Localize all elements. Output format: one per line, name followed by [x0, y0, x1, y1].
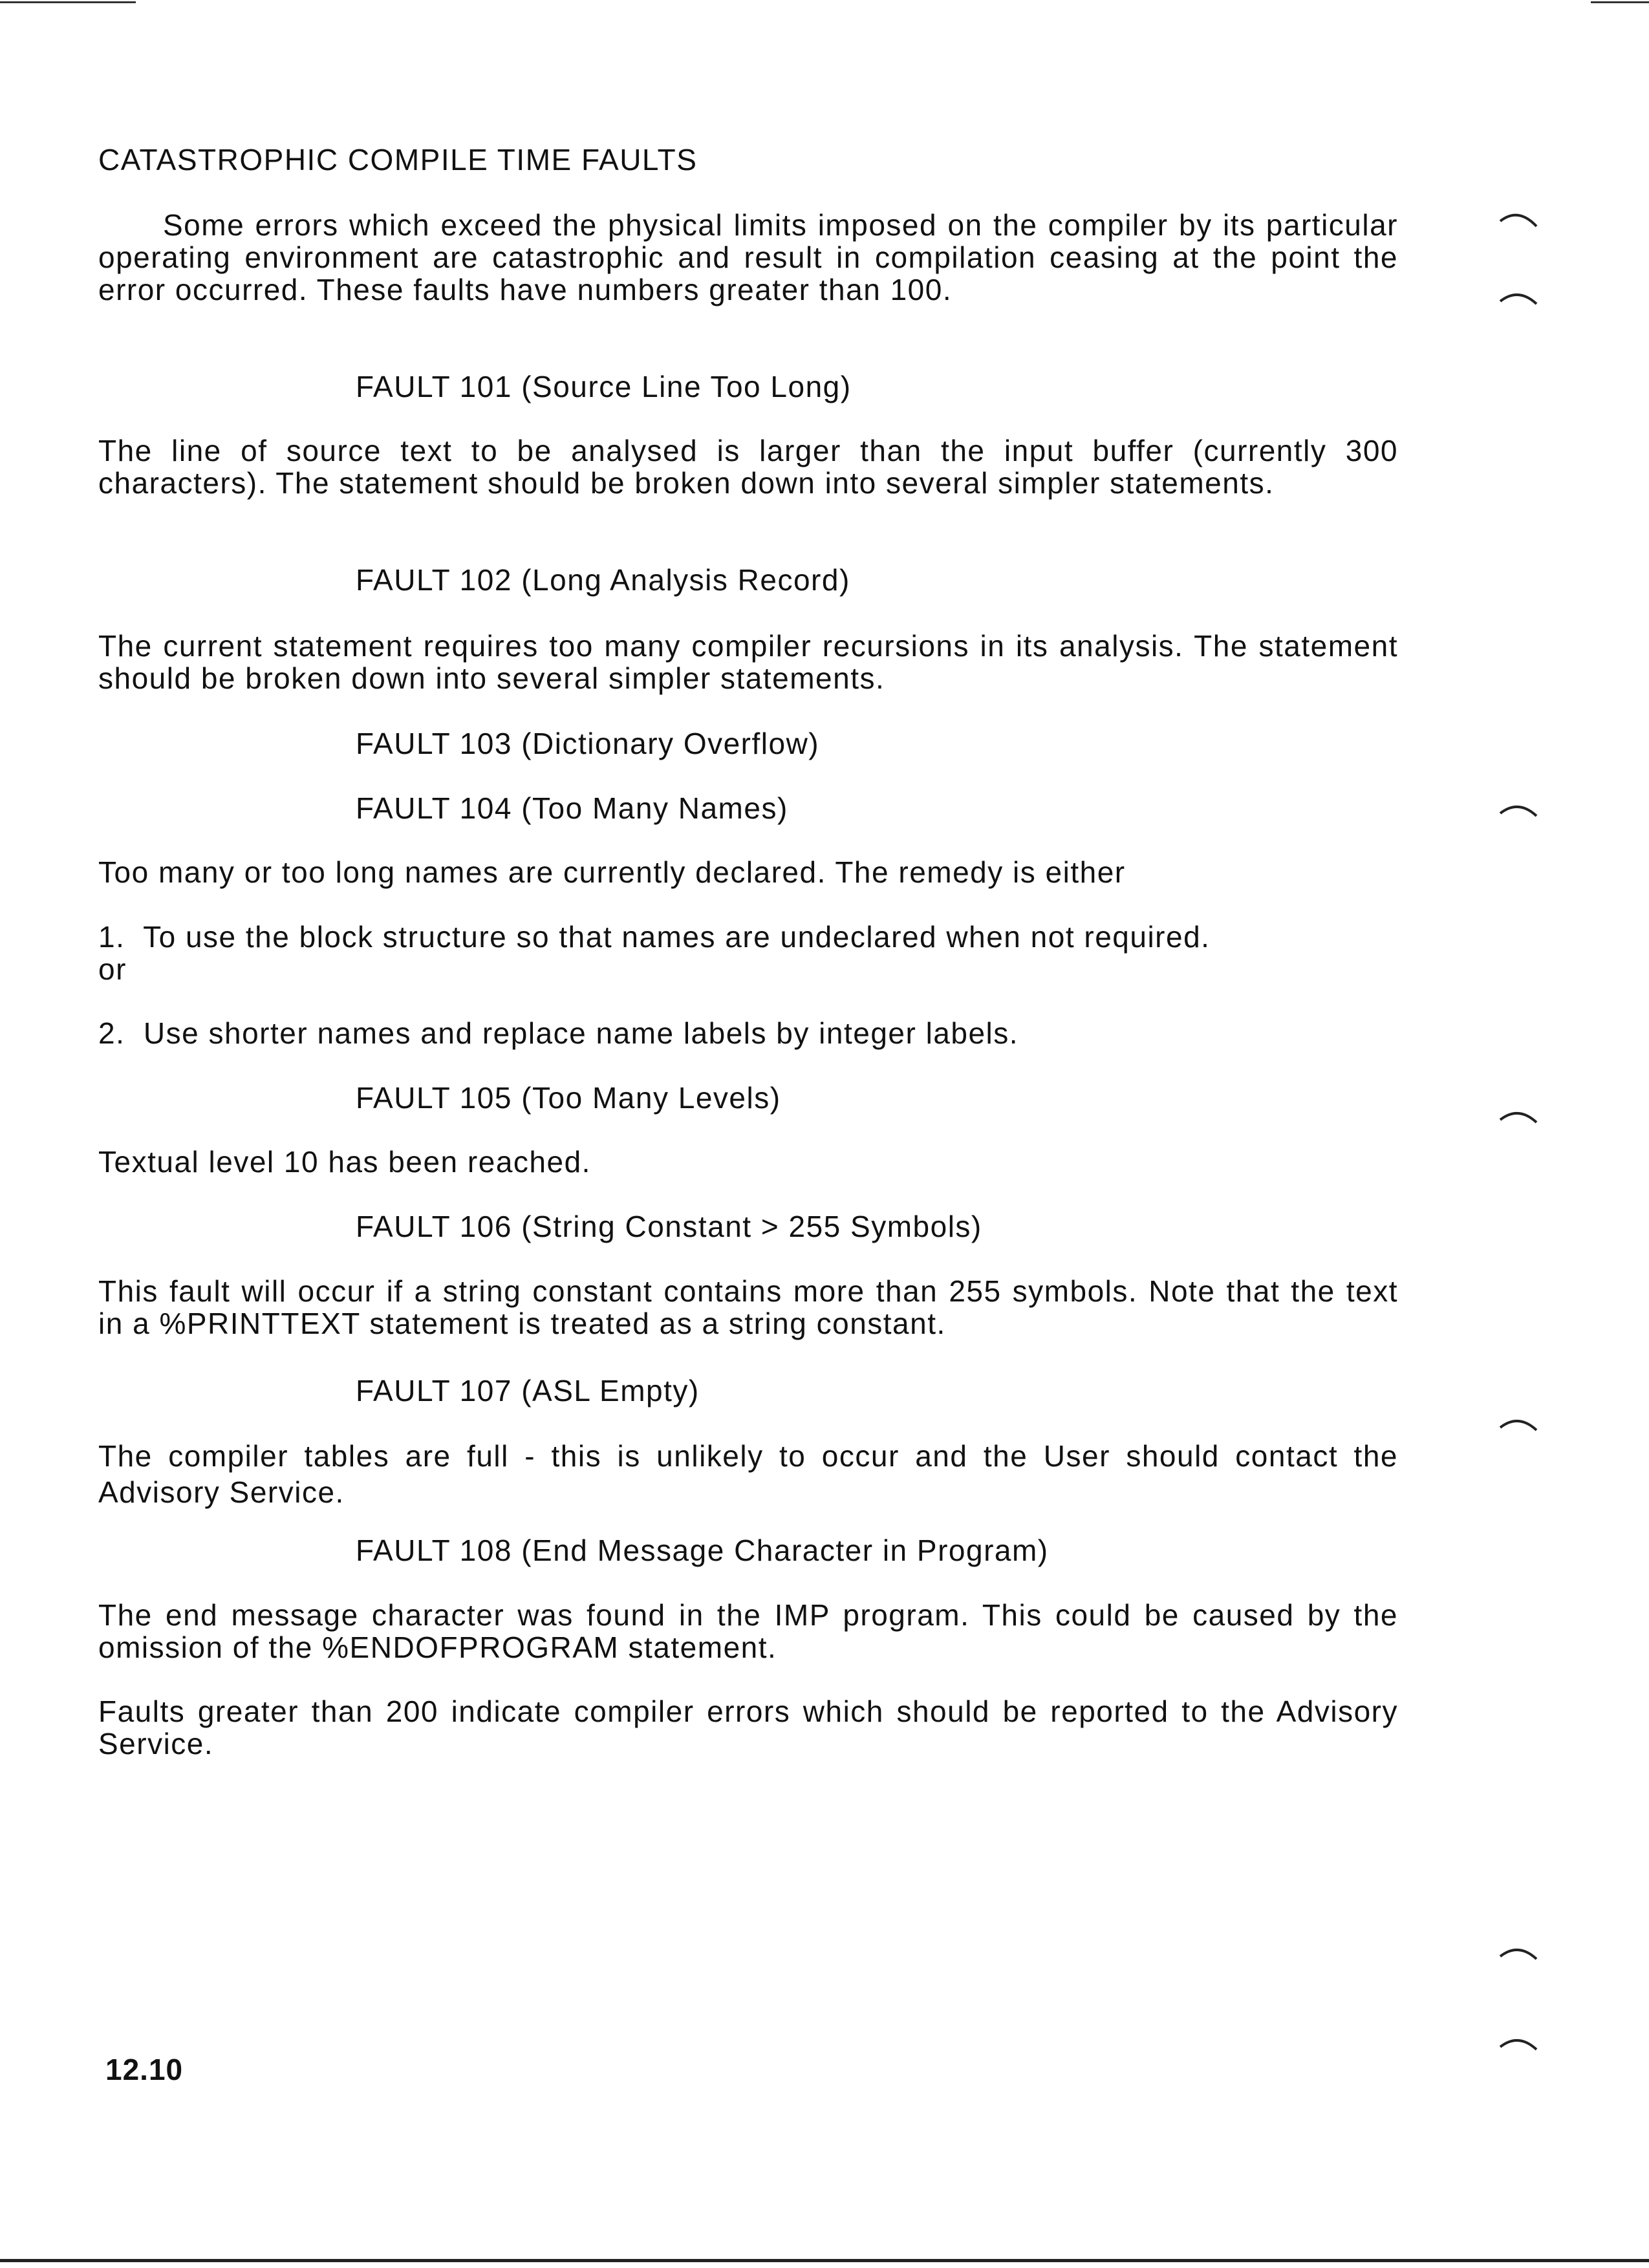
punch-hole-mark	[1499, 1940, 1539, 1962]
page-number: 12.10	[105, 2053, 184, 2086]
fault-106-title: FAULT 106 (String Constant > 255 Symbols)	[356, 1210, 982, 1243]
fault-104-option-2: 2. Use shorter names and replace name labels by integer labels.	[98, 1016, 1019, 1050]
fault-106-text: This fault will occur if a string constant contains more than 255 symbols. Note that the text in a %PRINTTEXT statement is treated as a string constant.	[98, 1274, 1408, 1340]
fault-104-text: Too many or too long names are currently declared. The remedy is either	[98, 855, 1126, 889]
closing-paragraph: Faults greater than 200 indicate compiler errors which should be reported to the Advisory Service.	[98, 1695, 1408, 1760]
fault-102-title: FAULT 102 (Long Analysis Record)	[356, 563, 850, 597]
bottom-rule	[0, 2259, 1649, 2262]
punch-hole-mark	[1499, 1103, 1539, 1125]
fault-108-text: The end message character was found in the IMP program. This could be caused by the omission of the %ENDOFPROGRAM statement.	[98, 1598, 1408, 1664]
fault-104-title: FAULT 104 (Too Many Names)	[356, 791, 788, 825]
section-heading: CATASTROPHIC COMPILE TIME FAULTS	[98, 143, 698, 177]
top-rule-left	[0, 1, 136, 3]
fault-103-title: FAULT 103 (Dictionary Overflow)	[356, 727, 820, 760]
punch-hole-mark	[1499, 2030, 1539, 2052]
intro-paragraph: Some errors which exceed the physical limits imposed on the compiler by its particular operating environment are catastrophic and result in compilation ceasing at the point the error occurred. These faults have numbers greater than 100.	[98, 208, 1408, 306]
fault-107-text: The compiler tables are full - this is unlikely to occur and the User should contact the Advisory Service.	[98, 1439, 1406, 1509]
punch-hole-mark	[1499, 207, 1539, 229]
fault-105-text: Textual level 10 has been reached.	[98, 1145, 591, 1179]
fault-105-title: FAULT 105 (Too Many Levels)	[356, 1081, 781, 1115]
fault-102-text: The current statement requires too many compiler recursions in its analysis. The statement should be broken down into several simpler statements.	[98, 629, 1408, 695]
punch-hole-mark	[1499, 797, 1539, 818]
fault-104-option-1: 1. To use the block structure so that names are undeclared when not required.	[98, 920, 1211, 954]
fault-101-title: FAULT 101 (Source Line Too Long)	[356, 370, 852, 403]
fault-107-title: FAULT 107 (ASL Empty)	[356, 1374, 700, 1407]
fault-104-or: or	[98, 952, 127, 986]
top-rule-right	[1591, 1, 1649, 3]
fault-101-text: The line of source text to be analysed is larger than the input buffer (currently 300 characters). The statement should be broken down into several simpler statements.	[98, 434, 1408, 500]
fault-108-title: FAULT 108 (End Message Character in Program)	[356, 1534, 1049, 1567]
punch-hole-mark	[1499, 1411, 1539, 1433]
punch-hole-mark	[1499, 284, 1539, 306]
